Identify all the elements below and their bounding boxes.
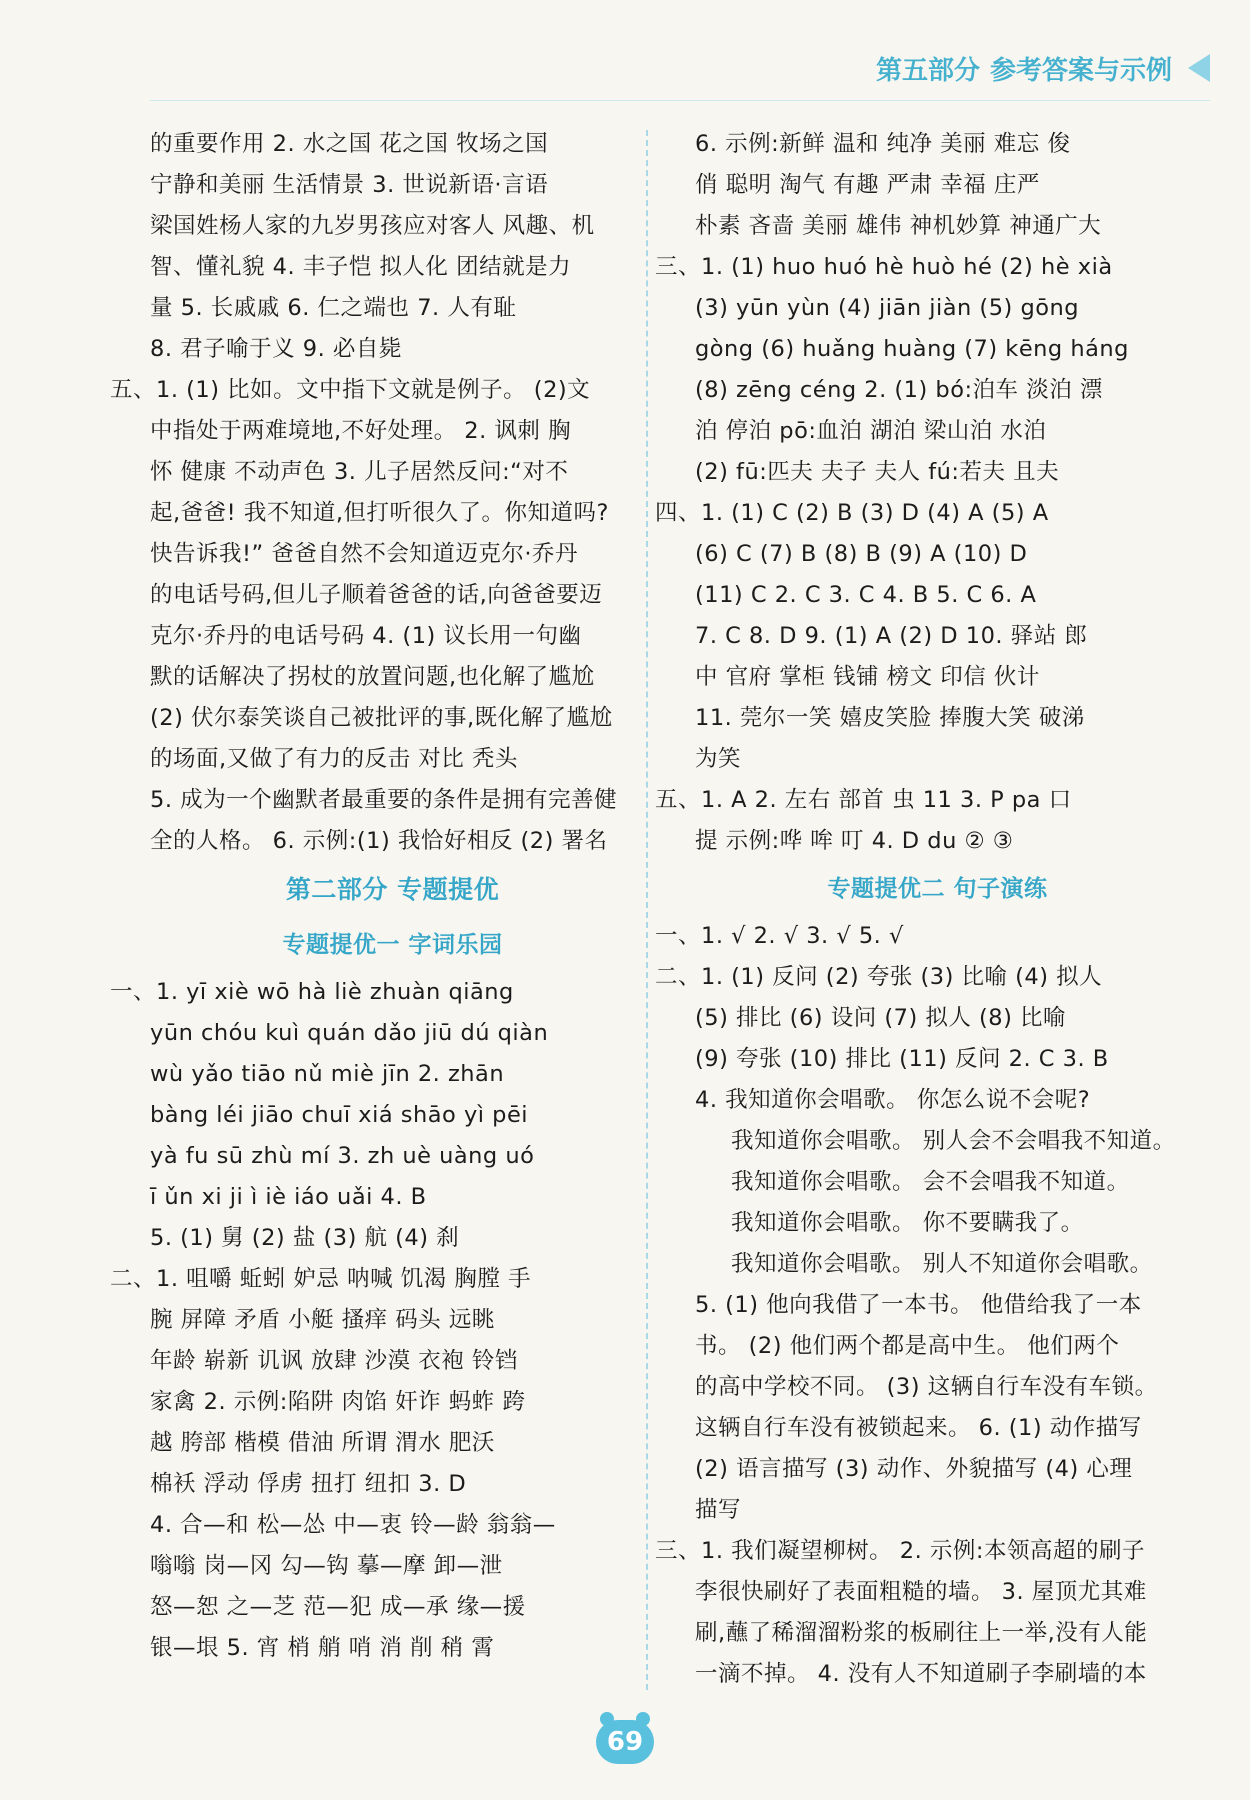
answer-line: 6. 示例:新鲜 温和 纯净 美丽 难忘 俊 <box>695 131 1071 157</box>
answer-line: 年龄 崭新 讥讽 放肆 沙漠 衣袍 铃铛 <box>150 1348 518 1374</box>
answer-line: 朴素 吝啬 美丽 雄伟 神机妙算 神通广大 <box>695 213 1102 239</box>
answer-line: 中 官府 掌柜 钱铺 榜文 印信 伙计 <box>695 664 1040 690</box>
answer-line: 描写 <box>695 1497 742 1523</box>
answer-line: 8. 君子喻于义 9. 必自毙 <box>150 336 402 362</box>
answer-line: (3) yūn yùn (4) jiān jiàn (5) gōng <box>695 295 1080 321</box>
answer-line: (2) 伏尔泰笑谈自己被批评的事,既化解了尴尬 <box>150 705 613 731</box>
answer-line: 11. 莞尔一笑 嬉皮笑脸 捧腹大笑 破涕 <box>695 705 1085 731</box>
answer-line: ī ǔn xi ji ì iè iáo uǎi 4. B <box>150 1184 427 1210</box>
answer-line: 5. 成为一个幽默者最重要的条件是拥有完善健 <box>150 787 618 813</box>
answer-line: (6) C (7) B (8) B (9) A (10) D <box>695 541 1028 567</box>
answer-line: 智、懂礼貌 4. 丰子恺 拟人化 团结就是力 <box>150 254 572 280</box>
answer-line: 提 示例:哗 哞 叮 4. D du ② ③ <box>695 828 1014 854</box>
answer-line: 为笑 <box>695 746 742 772</box>
answer-line: 起,爸爸! 我不知道,但打听很久了。你知道吗? <box>150 500 609 526</box>
answer-line: bàng léi jiāo chuī xiá shāo yì pēi <box>150 1102 529 1128</box>
answer-line: 5. (1) 舅 (2) 盐 (3) 航 (4) 刹 <box>150 1225 460 1251</box>
answer-line: 4. 合—和 松—怂 中—衷 铃—龄 翁翁— <box>150 1512 556 1538</box>
answer-line: 一、1. yī xiè wō hà liè zhuàn qiāng <box>110 979 514 1005</box>
header-rule <box>150 100 1210 101</box>
answer-line: 我知道你会唱歌。 别人会不会唱我不知道。 <box>731 1128 1176 1154</box>
answer-line: 的场面,又做了有力的反击 对比 秃头 <box>150 746 518 772</box>
answer-line: 一滴不掉。 4. 没有人不知道刷子李刷墙的本 <box>695 1661 1147 1687</box>
left-column <box>110 124 635 1669</box>
answer-line: 5. (1) 他向我借了一本书。 他借给我了一本 <box>695 1292 1142 1318</box>
answer-line: 的重要作用 2. 水之国 花之国 牧场之国 <box>150 131 549 157</box>
clock-ear-icon <box>636 1712 650 1726</box>
answer-line: 二、1. 咀嚼 蚯蚓 妒忌 呐喊 饥渴 胸膛 手 <box>110 1266 532 1292</box>
header-title: 参考答案与示例 <box>989 55 1172 86</box>
answer-line: (2) 语言描写 (3) 动作、外貌描写 (4) 心理 <box>695 1456 1133 1482</box>
page-number-text: 69 <box>606 1727 644 1757</box>
answer-line: 我知道你会唱歌。 会不会唱我不知道。 <box>731 1169 1130 1195</box>
answer-line: 全的人格。 6. 示例:(1) 我恰好相反 (2) 署名 <box>150 828 608 854</box>
answer-line: 越 胯部 楷模 借油 所谓 渭水 肥沃 <box>150 1430 495 1456</box>
answer-line: 二、1. (1) 反问 (2) 夸张 (3) 比喻 (4) 拟人 <box>655 964 1103 990</box>
answer-line: 量 5. 长戚戚 6. 仁之端也 7. 人有耻 <box>150 295 517 321</box>
header-section: 第五部分 <box>875 55 980 86</box>
answer-line: yà fu sū zhù mí 3. zh uè uàng uó <box>150 1143 535 1169</box>
answer-line: 宁静和美丽 生活情景 3. 世说新语·言语 <box>150 172 549 198</box>
answer-line: wù yǎo tiāo nǔ miè jīn 2. zhān <box>150 1061 505 1087</box>
answer-line: gòng (6) huǎng huàng (7) kēng háng <box>695 336 1129 362</box>
answer-line: 一、1. √ 2. √ 3. √ 5. √ <box>655 923 904 949</box>
answer-line: 李很快刷好了表面粗糙的墙。 3. 屋顶尤其难 <box>695 1579 1147 1605</box>
answer-line: 泊 停泊 pō:血泊 湖泊 梁山泊 水泊 <box>695 418 1047 444</box>
answer-line: 梁国姓杨人家的九岁男孩应对客人 风趣、机 <box>150 213 595 239</box>
answer-line: (11) C 2. C 3. C 4. B 5. C 6. A <box>695 582 1037 608</box>
answer-line: 三、1. 我们凝望柳树。 2. 示例:本领高超的刷子 <box>655 1538 1145 1564</box>
answer-line: 五、1. A 2. 左右 部首 虫 11 3. P pa 口 <box>655 787 1072 813</box>
answer-line: 书。 (2) 他们两个都是高中生。 他们两个 <box>695 1333 1120 1359</box>
answer-line: 棉袄 浮动 俘虏 扭打 纽扣 3. D <box>150 1471 467 1497</box>
header-triangle-icon <box>1188 54 1210 82</box>
answer-line: 快告诉我!” 爸爸自然不会知道迈克尔·乔丹 <box>150 541 578 567</box>
section-heading: 专题提优二 句子演练 <box>827 876 1048 902</box>
answer-line: 刷,蘸了稀溜溜粉浆的板刷往上一举,没有人能 <box>695 1620 1148 1646</box>
answer-line: (5) 排比 (6) 设问 (7) 拟人 (8) 比喻 <box>695 1005 1067 1031</box>
page-header <box>876 46 1210 90</box>
answer-line: 怒—恕 之—芝 范—犯 成—承 缘—援 <box>150 1594 526 1620</box>
answer-line: 腕 屏障 矛盾 小艇 搔痒 码头 远眺 <box>150 1307 495 1333</box>
answer-line: (9) 夸张 (10) 排比 (11) 反问 2. C 3. B <box>695 1046 1109 1072</box>
answer-line: 家禽 2. 示例:陷阱 肉馅 奸诈 蚂蚱 跨 <box>150 1389 526 1415</box>
answer-line: 四、1. (1) C (2) B (3) D (4) A (5) A <box>655 500 1049 526</box>
answer-line: 我知道你会唱歌。 别人不知道你会唱歌。 <box>731 1251 1153 1277</box>
answer-line: 俏 聪明 淘气 有趣 严肃 幸福 庄严 <box>695 172 1040 198</box>
answer-line: 五、1. (1) 比如。文中指下文就是例子。 (2)文 <box>110 377 591 403</box>
answer-line: (2) fū:匹夫 夫子 夫人 fú:若夫 且夫 <box>695 459 1060 485</box>
answer-line: 4. 我知道你会唱歌。 你怎么说不会呢? <box>695 1087 1091 1113</box>
right-column <box>655 124 1180 1695</box>
page-number <box>596 1720 654 1764</box>
answer-line: 三、1. (1) huo huó hè huò hé (2) hè xià <box>655 254 1113 280</box>
answer-line: 的高中学校不同。 (3) 这辆自行车没有车锁。 <box>695 1374 1158 1400</box>
answer-line: 我知道你会唱歌。 你不要瞒我了。 <box>731 1210 1084 1236</box>
answer-line: yūn chóu kuì quán dǎo jiū dú qiàn <box>150 1020 549 1046</box>
clock-ear-icon <box>600 1712 614 1726</box>
section-heading: 第二部分 专题提优 <box>285 875 500 904</box>
answer-line: (8) zēng céng 2. (1) bó:泊车 淡泊 漂 <box>695 377 1103 403</box>
answer-line: 的电话号码,但儿子顺着爸爸的话,向爸爸要迈 <box>150 582 603 608</box>
answer-line: 默的话解决了拐杖的放置问题,也化解了尴尬 <box>150 664 595 690</box>
answer-line: 中指处于两难境地,不好处理。 2. 讽刺 胸 <box>150 418 572 444</box>
answer-line: 7. C 8. D 9. (1) A (2) D 10. 驿站 郎 <box>695 623 1088 649</box>
section-heading: 专题提优一 字词乐园 <box>282 932 503 958</box>
answer-line: 银—垠 5. 宵 梢 艄 哨 消 削 稍 霄 <box>150 1635 495 1661</box>
answer-line: 嗡嗡 岗—冈 勾—钩 摹—摩 卸—泄 <box>150 1553 503 1579</box>
column-divider <box>646 130 648 1690</box>
answer-line: 这辆自行车没有被锁起来。 6. (1) 动作描写 <box>695 1415 1142 1441</box>
answer-line: 怀 健康 不动声色 3. 儿子居然反问:“对不 <box>150 459 569 485</box>
answer-line: 克尔·乔丹的电话号码 4. (1) 议长用一句幽 <box>150 623 582 649</box>
